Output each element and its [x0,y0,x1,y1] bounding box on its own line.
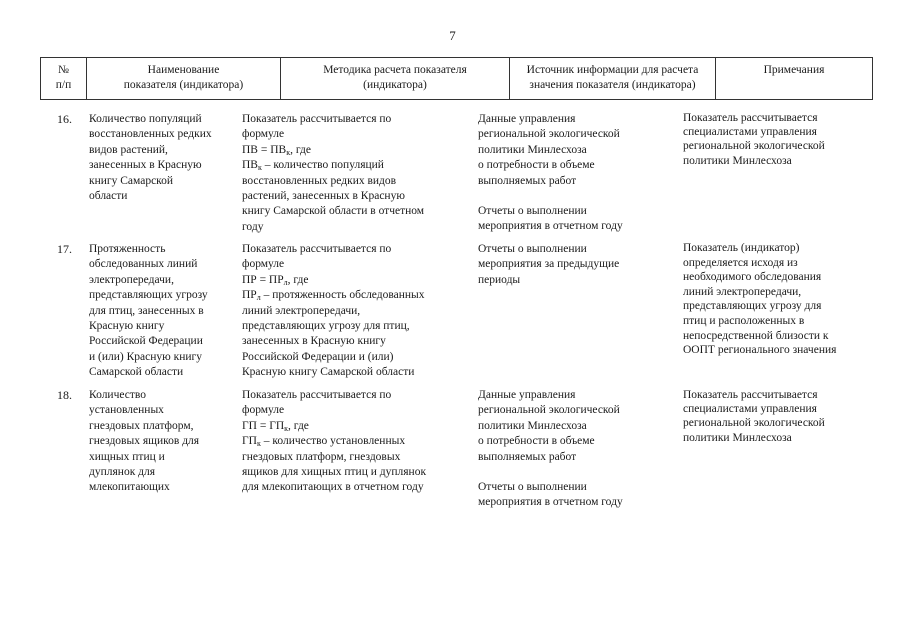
page-number: 7 [449,28,456,43]
method-intro: Показатель рассчитывается по формуле [242,113,392,141]
header-calculation-method: Методика расчета показателя (индикатора) [280,58,509,99]
row-number: 16. [57,112,72,126]
formula: ПР = $ПР_л$, где [242,273,309,287]
calculation-method [242,388,426,496]
method-intro: Показатель рассчитывается по формуле [242,243,392,271]
information-source: Отчеты о выполнении мероприятия за предыдущие периоды [478,243,620,286]
table-header [40,57,873,100]
formula: ГП = $ГП_к$, где [242,419,309,433]
indicator-name: Количество установленных гнездовых платформ, гнездовых ящиков для хищных птиц и дуплянок для млекопитающих [89,389,200,494]
formula-definition: $ПВ_к$ – количество популяций восстановленных редких видов растений, занесенных в Красную книгу Самарской области в отчетном году [242,159,425,233]
formula-definition: $ГП_к$ – количество установленных гнездовых платформ, гнездовых ящиков для хищных птиц и дуплянок для млекопитающих в отчетном году [242,435,427,494]
indicator-name: Количество популяций восстановленных редких видов растений, занесенных в Красную книгу Самарской области [89,113,212,203]
formula: ПВ = $ПВ_к$, где [242,143,311,157]
notes: Показатель рассчитывается специалистами управления региональной экологической политики Минлесхоза [683,389,825,444]
notes: Показатель (индикатор) определяется исходя из необходимого обследования линий электропередачи, представляющих угрозу для птиц и расположенных в непосредственной близости к ООПТ регионального значения [683,242,837,357]
formula-definition: $ПР_л$ – протяженность обследованных линий электропередачи, представляющих угрозу для птиц, занесенных в Красную книгу Российской Федерации и (или) Красную книгу Самарской области [242,289,425,379]
header-notes: Примечания [715,58,873,99]
header-indicator-name: Наименование показателя (индикатора) [86,58,280,99]
method-intro: Показатель рассчитывается по формуле [242,389,392,417]
information-source: Данные управления региональной экологической политики Минлесхоза о потребности в объеме выполняемых работ Отчеты о выполнении мероприятия в отчетном году [478,389,623,509]
row-number: 17. [57,242,72,256]
notes: Показатель рассчитывается специалистами управления региональной экологической политики Минлесхоза [683,112,825,167]
calculation-method [242,242,425,381]
row-number: 18. [57,388,72,402]
calculation-method [242,112,424,235]
indicator-name: Протяженность обследованных линий электропередачи, представляющих угрозу для птиц, занесенных в Красную книгу Российской Федерации и (или) Красную книгу Самарской области [89,243,208,379]
information-source: Данные управления региональной экологической политики Минлесхоза о потребности в объеме выполняемых работ Отчеты о выполнении мероприятия в отчетном году [478,113,623,233]
header-information-source: Источник информации для расчета значения показателя (индикатора) [509,58,715,99]
header-number: № п/п [40,58,86,99]
